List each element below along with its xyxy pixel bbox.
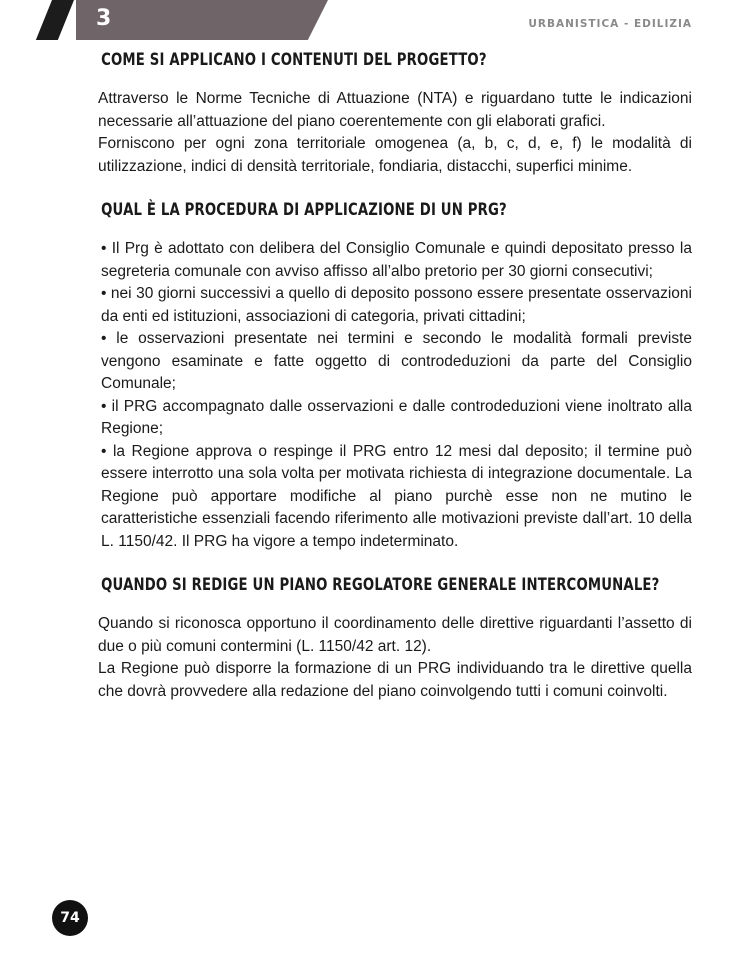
question-heading-3: QUANDO SI REDIGE UN PIANO REGOLATORE GENERALE INTERCOMUNALE? [101,575,660,595]
answer-paragraph: Quando si riconosca opportuno il coordinamento delle direttive riguardanti l’assetto di due o più comuni contermini (L. 1150/42 art. 12). [98,615,692,655]
header-dark-stripe [36,0,74,40]
answer-paragraph: La Regione può disporre la formazione di un PRG individuando tra le direttive quella che dovrà provvedere alla redazione del piano coinvolgendo tutti i comuni coinvolti. [98,660,692,700]
procedure-list [98,238,692,553]
page-content [98,48,692,703]
list-item: • Il Prg è adottato con delibera del Consiglio Comunale e quindi depositato presso la segreteria comunale con avviso affisso all’albo pretorio per 30 giorni consecutivi; [101,240,692,280]
list-item: • il PRG accompagnato dalle osservazioni e dalle controdeduzioni viene inoltrato alla Regione; [101,397,692,437]
chapter-tab [76,0,328,40]
question-heading-1: COME SI APPLICANO I CONTENUTI DEL PROGETTO? [101,50,487,70]
answer-paragraph: Forniscono per ogni zona territoriale omogenea (a, b, c, d, e, f) le modalità di utilizzazione, indici di densità territoriale, fondiaria, distacchi, superfici minime. [98,135,692,175]
page-number: 74 [60,910,80,926]
page-number-badge [52,900,88,936]
list-item: • le osservazioni presentate nei termini e secondo le modalità formali previste vengono esaminate e fatte oggetto di controdeduzioni da parte del Consiglio Comunale; [101,330,692,392]
list-item: • nei 30 giorni successivi a quello di deposito possono essere presentate osservazioni da enti ed istituzioni, associazioni di categoria, privati cittadini; [101,285,692,325]
page-header [0,0,744,40]
answer-paragraph: Attraverso le Norme Tecniche di Attuazione (NTA) e riguardano tutte le indicazioni necessarie all’attuazione del piano coerentemente con gli elaborati grafici. [98,90,692,130]
section-label: URBANISTICA - EDILIZIA [528,18,692,30]
list-item: • la Regione approva o respinge il PRG entro 12 mesi dal deposito; il termine può essere interrotto una sola volta per motivata richiesta di integrazione documentale. La Regione può apportare modifiche al piano purchè esse non ne mutino le caratteristiche essenziali facendo riferimento alle motivazioni previste dall’art. 10 della L. 1150/42. Il PRG ha vigore a tempo indeterminato. [101,442,692,550]
chapter-number: 3 [96,6,112,31]
question-heading-2: QUAL È LA PROCEDURA DI APPLICAZIONE DI UN PRG? [101,200,507,220]
